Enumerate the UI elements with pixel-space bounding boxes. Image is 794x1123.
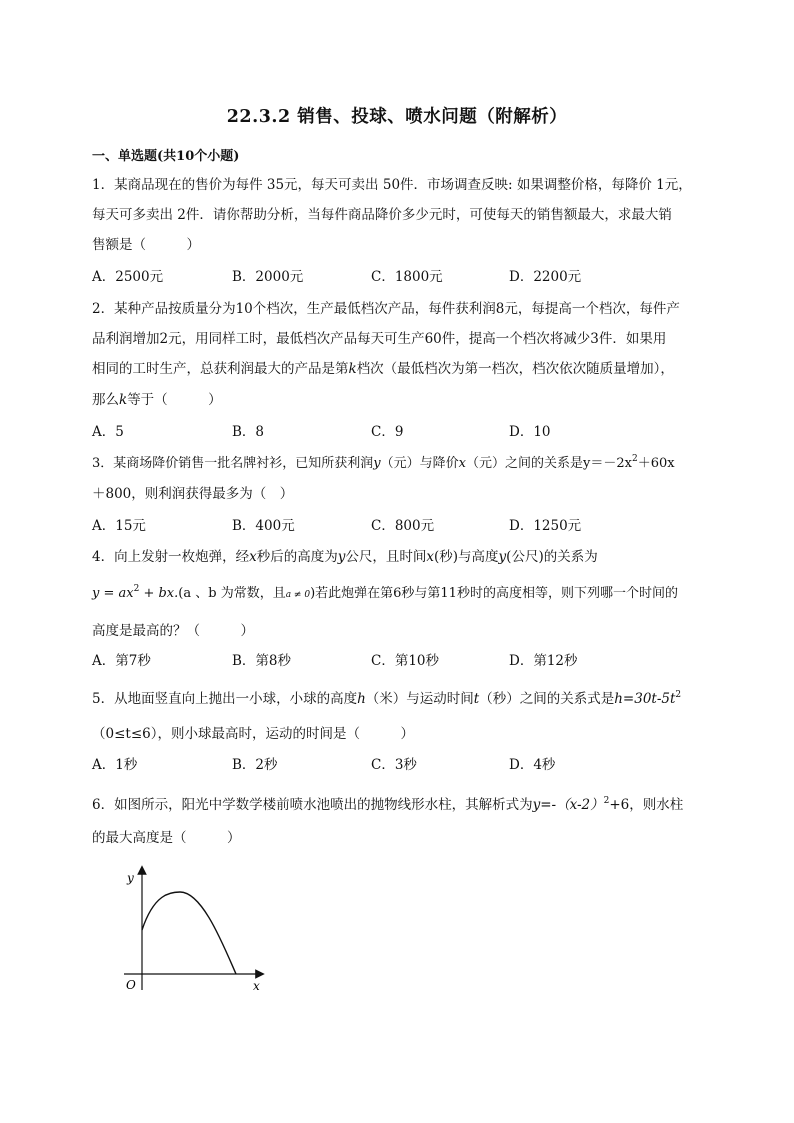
q5-option-a[interactable]: A．1秒 <box>92 757 138 773</box>
q3-option-b[interactable]: B．400元 <box>232 518 295 534</box>
q4-option-c[interactable]: C．第10秒 <box>371 653 440 669</box>
q4-line-1: 4．向上发射一枚炮弹，经x秒后的高度为y公尺，且时间x(秒)与高度y(公尺)的关系为 <box>92 549 598 565</box>
q1-option-b[interactable]: B．2000元 <box>232 269 304 285</box>
q2-option-c[interactable]: C．9 <box>371 424 404 440</box>
q1-line-1: 1．某商品现在的售价为每件 35元，每天可卖出 50件．市场调查反映: 如果调整价格，每降价 1元， <box>92 177 692 193</box>
q6-line-1: 6．如图所示，阳光中学数学楼前喷水池喷出的抛物线形水柱，其解析式为$y=-(x-2)^2+6$，则水柱 <box>92 796 684 813</box>
q6-line-2: 的最大高度是（ ） <box>92 830 241 846</box>
q2-line-2: 品利润增加2元，用同样工时，最低档次产品每天可生产60件，提高一个档次将减少3件．如果用 <box>92 331 667 347</box>
q3-option-a[interactable]: A．15元 <box>92 518 146 534</box>
q2-option-b[interactable]: B．8 <box>232 424 265 440</box>
q2-line-4: 那么k等于（ ） <box>92 392 222 408</box>
page-title: 22.3.2 销售、投球、喷水问题（附解析） <box>226 107 568 127</box>
q5-option-d[interactable]: D．4秒 <box>509 757 556 773</box>
q3-line-2: ＋800，则利润获得最多为（ ） <box>92 486 294 502</box>
origin-label: O <box>126 978 136 992</box>
q3-option-c[interactable]: C．800元 <box>371 518 435 534</box>
q1-line-3: 售额是（ ） <box>92 237 200 253</box>
q5-option-b[interactable]: B．2秒 <box>232 757 278 773</box>
q1-option-a[interactable]: A．2500元 <box>92 269 164 285</box>
q2-line-1: 2．某种产品按质量分为10个档次，生产最低档次产品，每件获利润8元，每提高一个档次，每件产 <box>92 301 680 317</box>
q5-option-c[interactable]: C．3秒 <box>371 757 417 773</box>
q1-option-c[interactable]: C．1800元 <box>371 269 443 285</box>
q1-line-2: 每天可多卖出 2件．请你帮助分析，当每件商品降价多少元时，可使每天的销售额最大，求最大销 <box>92 207 672 223</box>
q1-option-d[interactable]: D．2200元 <box>509 269 582 285</box>
q5-line-1: 5．从地面竖直向上抛出一小球，小球的高度h（米）与运动时间t（秒）之间的关系式是$h=30t-5t^2$ <box>92 690 682 707</box>
q2-option-a[interactable]: A．5 <box>92 424 124 440</box>
q2-line-3: 相同的工时生产，总获利润最大的产品是第k档次（最低档次为第一档次，档次依次随质量增加）， <box>92 361 674 377</box>
q4-line-3: 高度是最高的？（ ） <box>92 623 254 639</box>
q4-option-d[interactable]: D．第12秒 <box>509 653 578 669</box>
parabola-curve <box>142 892 236 974</box>
q3-line-1: 3．某商场降价销售一批名牌衬衫，已知所获利润y（元）与降价x（元）之间的关系是$y=-2x^2+60x$ <box>92 454 675 471</box>
x-axis-label: x <box>253 979 260 993</box>
q4-option-a[interactable]: A．第7秒 <box>92 653 151 669</box>
q5-line-2: （0≤t≤6），则小球最高时，运动的时间是（ ） <box>92 726 414 742</box>
q2-option-d[interactable]: D．10 <box>509 424 551 440</box>
section-heading: 一、单选题(共10个小题) <box>92 149 240 164</box>
q4-option-b[interactable]: B．第8秒 <box>232 653 292 669</box>
q4-line-2: $y = ax^2 + bx.(a$ 、b 为常数，且a ≠ 0)若此炮弹在第6秒与第11秒时的高度相等，则下列哪一个时间的 <box>92 584 678 601</box>
parabola-figure <box>110 862 280 997</box>
q3-option-d[interactable]: D．1250元 <box>509 518 582 534</box>
y-axis-label: y <box>127 871 134 885</box>
